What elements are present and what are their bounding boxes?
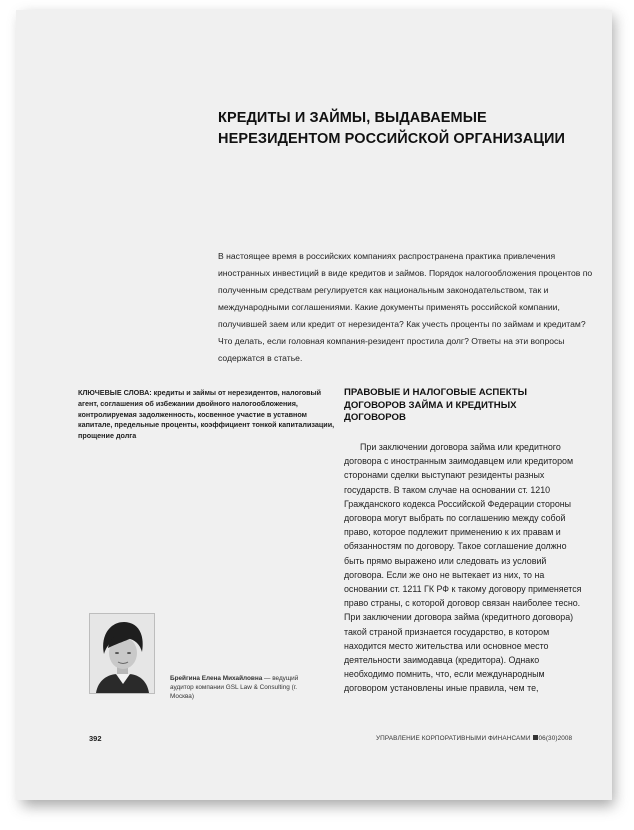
author-name: Брейгина Елена Михайловна xyxy=(170,675,263,682)
article-title: КРЕДИТЫ И ЗАЙМЫ, ВЫДАВАЕМЫЕ НЕРЕЗИДЕНТОМ РОССИЙСКОЙ ОРГАНИЗАЦИИ xyxy=(218,110,566,147)
author-portrait-icon xyxy=(90,614,154,693)
author-photo xyxy=(89,613,155,694)
square-bullet-icon xyxy=(533,735,538,740)
journal-issue: 06(30)2008 xyxy=(538,735,573,742)
keywords-block xyxy=(78,388,336,442)
author-caption xyxy=(170,674,320,701)
journal-footer xyxy=(376,735,572,742)
keywords-label: КЛЮЧЕВЫЕ СЛОВА: xyxy=(78,388,152,397)
page-number: 392 xyxy=(89,734,102,743)
section-heading: ПРАВОВЫЕ И НАЛОГОВЫЕ АСПЕКТЫ ДОГОВОРОВ ЗАЙМА И КРЕДИТНЫХ ДОГОВОРОВ xyxy=(344,387,528,423)
author-role: — ведущий аудитор компании GSL Law & Consulting (г. Москва) xyxy=(170,675,299,700)
article-lead: В настоящее время в российских компаниях распространена практика привлечения иностранных инвестиций в виде кредитов и займов. Порядок налогообложения процентов по полученным средствам регулируется как национальным законодательством, так и международными соглашениями. Какие документы применять российской компании, получившей заем или кредит от нерезидента? Как учесть проценты по займам и кредитам? Что делать, если головная компания-резидент простила долг? Ответы на эти вопросы содержатся в статье. xyxy=(218,251,593,363)
keywords-text: кредиты и займы от нерезидентов, налоговый агент, соглашения об избежании двойного налогообложения, контролируемая задолженность, косвенное участие в уставном капитале, предельные проценты, коэффициент тонкой капитализации, прощение долга xyxy=(78,388,335,441)
journal-name: УПРАВЛЕНИЕ КОРПОРАТИВНЫМИ ФИНАНСАМИ xyxy=(376,735,531,742)
magazine-page xyxy=(16,10,612,800)
article-body: При заключении договора займа или кредитного договора с иностранным заимодавцем или кредитором сторонами сделки выступают резиденты разных государств. В таком случае на основании ст. 1210 Гражданского кодекса Российской Федерации стороны договора могут выбрать по соглашению между собой право, которое подлежит применению к их правам и обязанностям по договору. Такое соглашение должно быть прямо выражено или следовать из условий договора. Если же оно не вытекает из них, то на основании ст. 1211 ГК РФ к такому договору применяется право страны, с которой договор связан наиболее тесно. При заключении договора займа (кредитного договора) такой страной признается государство, в котором находится место жительства или основное место деятельности заимодавца (кредитора). Однако необходимо помнить, что, если международным договором установлены иные правила, чем те, xyxy=(344,442,582,694)
